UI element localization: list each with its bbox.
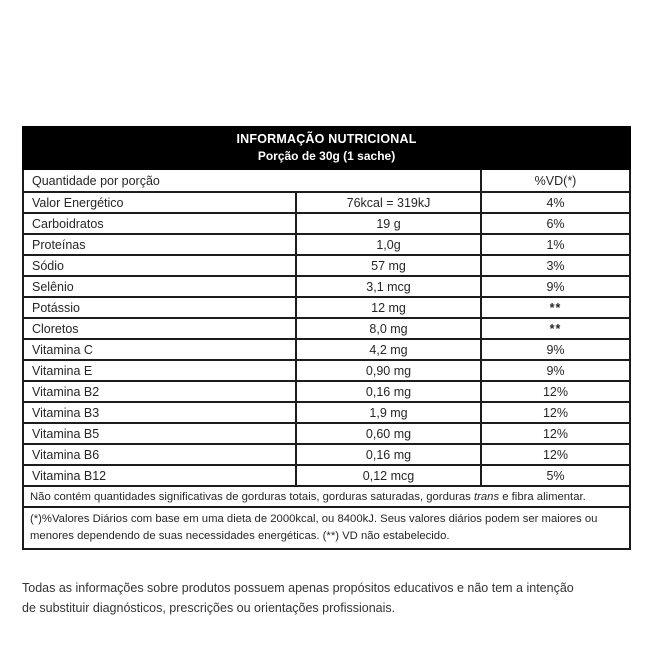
nutrient-name: Vitamina B12 xyxy=(23,465,296,486)
nutrient-amount: 19 g xyxy=(296,213,481,234)
nutrient-name: Carboidratos xyxy=(23,213,296,234)
nutrient-row xyxy=(23,192,630,213)
nutrient-vd: ** xyxy=(481,318,630,339)
serving-size: Porção de 30g (1 sache) xyxy=(257,149,396,163)
nutrient-name: Vitamina B3 xyxy=(23,402,296,423)
nutrient-vd: ** xyxy=(481,297,630,318)
nutrient-row xyxy=(23,402,630,423)
table-header-band xyxy=(23,127,630,169)
nutrient-vd: 9% xyxy=(481,360,630,381)
quantity-per-serving-label: Quantidade por porção xyxy=(23,169,481,192)
nutrient-row xyxy=(23,213,630,234)
nutrient-amount: 1,9 mg xyxy=(296,402,481,423)
nutrient-vd: 12% xyxy=(481,444,630,465)
vd-column-header: %VD(*) xyxy=(481,169,630,192)
footnote-daily-values xyxy=(23,507,630,549)
nutrient-name: Vitamina B5 xyxy=(23,423,296,444)
nutrient-name: Vitamina B6 xyxy=(23,444,296,465)
nutrient-amount: 0,12 mcg xyxy=(296,465,481,486)
nutrient-vd: 4% xyxy=(481,192,630,213)
nutrient-amount: 76kcal = 319kJ xyxy=(296,192,481,213)
nutrient-name: Sódio xyxy=(23,255,296,276)
nutrient-name: Valor Energético xyxy=(23,192,296,213)
nutrient-vd: 9% xyxy=(481,339,630,360)
nutrient-vd: 9% xyxy=(481,276,630,297)
nutrition-facts-table xyxy=(22,126,629,550)
nutrient-vd: 12% xyxy=(481,381,630,402)
nutrient-amount: 0,16 mg xyxy=(296,444,481,465)
nutrient-row xyxy=(23,444,630,465)
nutrient-name: Vitamina E xyxy=(23,360,296,381)
column-header-row xyxy=(23,169,630,192)
nutrient-amount: 1,0g xyxy=(296,234,481,255)
footnote1-trans: trans xyxy=(473,490,500,503)
nutrient-row xyxy=(23,297,630,318)
nutrient-row xyxy=(23,465,630,486)
nutrient-row xyxy=(23,234,630,255)
nutrient-amount: 4,2 mg xyxy=(296,339,481,360)
nutrient-vd: 3% xyxy=(481,255,630,276)
nutrient-vd: 12% xyxy=(481,423,630,444)
nutrient-vd: 6% xyxy=(481,213,630,234)
nutrient-amount: 3,1 mcg xyxy=(296,276,481,297)
nutrient-amount: 0,60 mg xyxy=(296,423,481,444)
footnote2-text: (*)%Valores Diários com base em uma dieta de 2000kcal, ou 8400kJ. Seus valores diários podem ser maiores ou menores dependendo de suas necessidades energéticas. (**) VD não estabelecido. xyxy=(23,507,630,549)
nutrient-name: Potássio xyxy=(23,297,296,318)
nutrient-row xyxy=(23,423,630,444)
nutrient-row xyxy=(23,339,630,360)
nutrient-vd: 12% xyxy=(481,402,630,423)
nutrient-row xyxy=(23,381,630,402)
footnote1-tail: e fibra alimentar. xyxy=(499,490,586,503)
nutrient-name: Proteínas xyxy=(23,234,296,255)
educational-disclaimer: Todas as informações sobre produtos possuem apenas propósitos educativos e não tem a intenção de substituir diagnósticos, prescrições ou orientações profissionais. xyxy=(22,581,574,615)
nutrient-amount: 0,90 mg xyxy=(296,360,481,381)
table-title: INFORMAÇÃO NUTRICIONAL xyxy=(236,132,417,146)
nutrient-name: Selênio xyxy=(23,276,296,297)
nutrient-row xyxy=(23,276,630,297)
nutrient-amount: 0,16 mg xyxy=(296,381,481,402)
nutrient-row xyxy=(23,318,630,339)
nutrient-vd: 1% xyxy=(481,234,630,255)
nutrient-amount: 12 mg xyxy=(296,297,481,318)
nutrient-name: Cloretos xyxy=(23,318,296,339)
footnote-no-significant-amounts xyxy=(23,486,630,507)
nutrient-row xyxy=(23,255,630,276)
nutrient-name: Vitamina B2 xyxy=(23,381,296,402)
nutrient-row xyxy=(23,360,630,381)
nutrient-name: Vitamina C xyxy=(23,339,296,360)
footnote1-text: Não contém quantidades significativas de gorduras totais, gorduras saturadas, gorduras xyxy=(30,490,474,503)
nutrient-amount: 57 mg xyxy=(296,255,481,276)
nutrient-vd: 5% xyxy=(481,465,630,486)
nutrient-amount: 8,0 mg xyxy=(296,318,481,339)
